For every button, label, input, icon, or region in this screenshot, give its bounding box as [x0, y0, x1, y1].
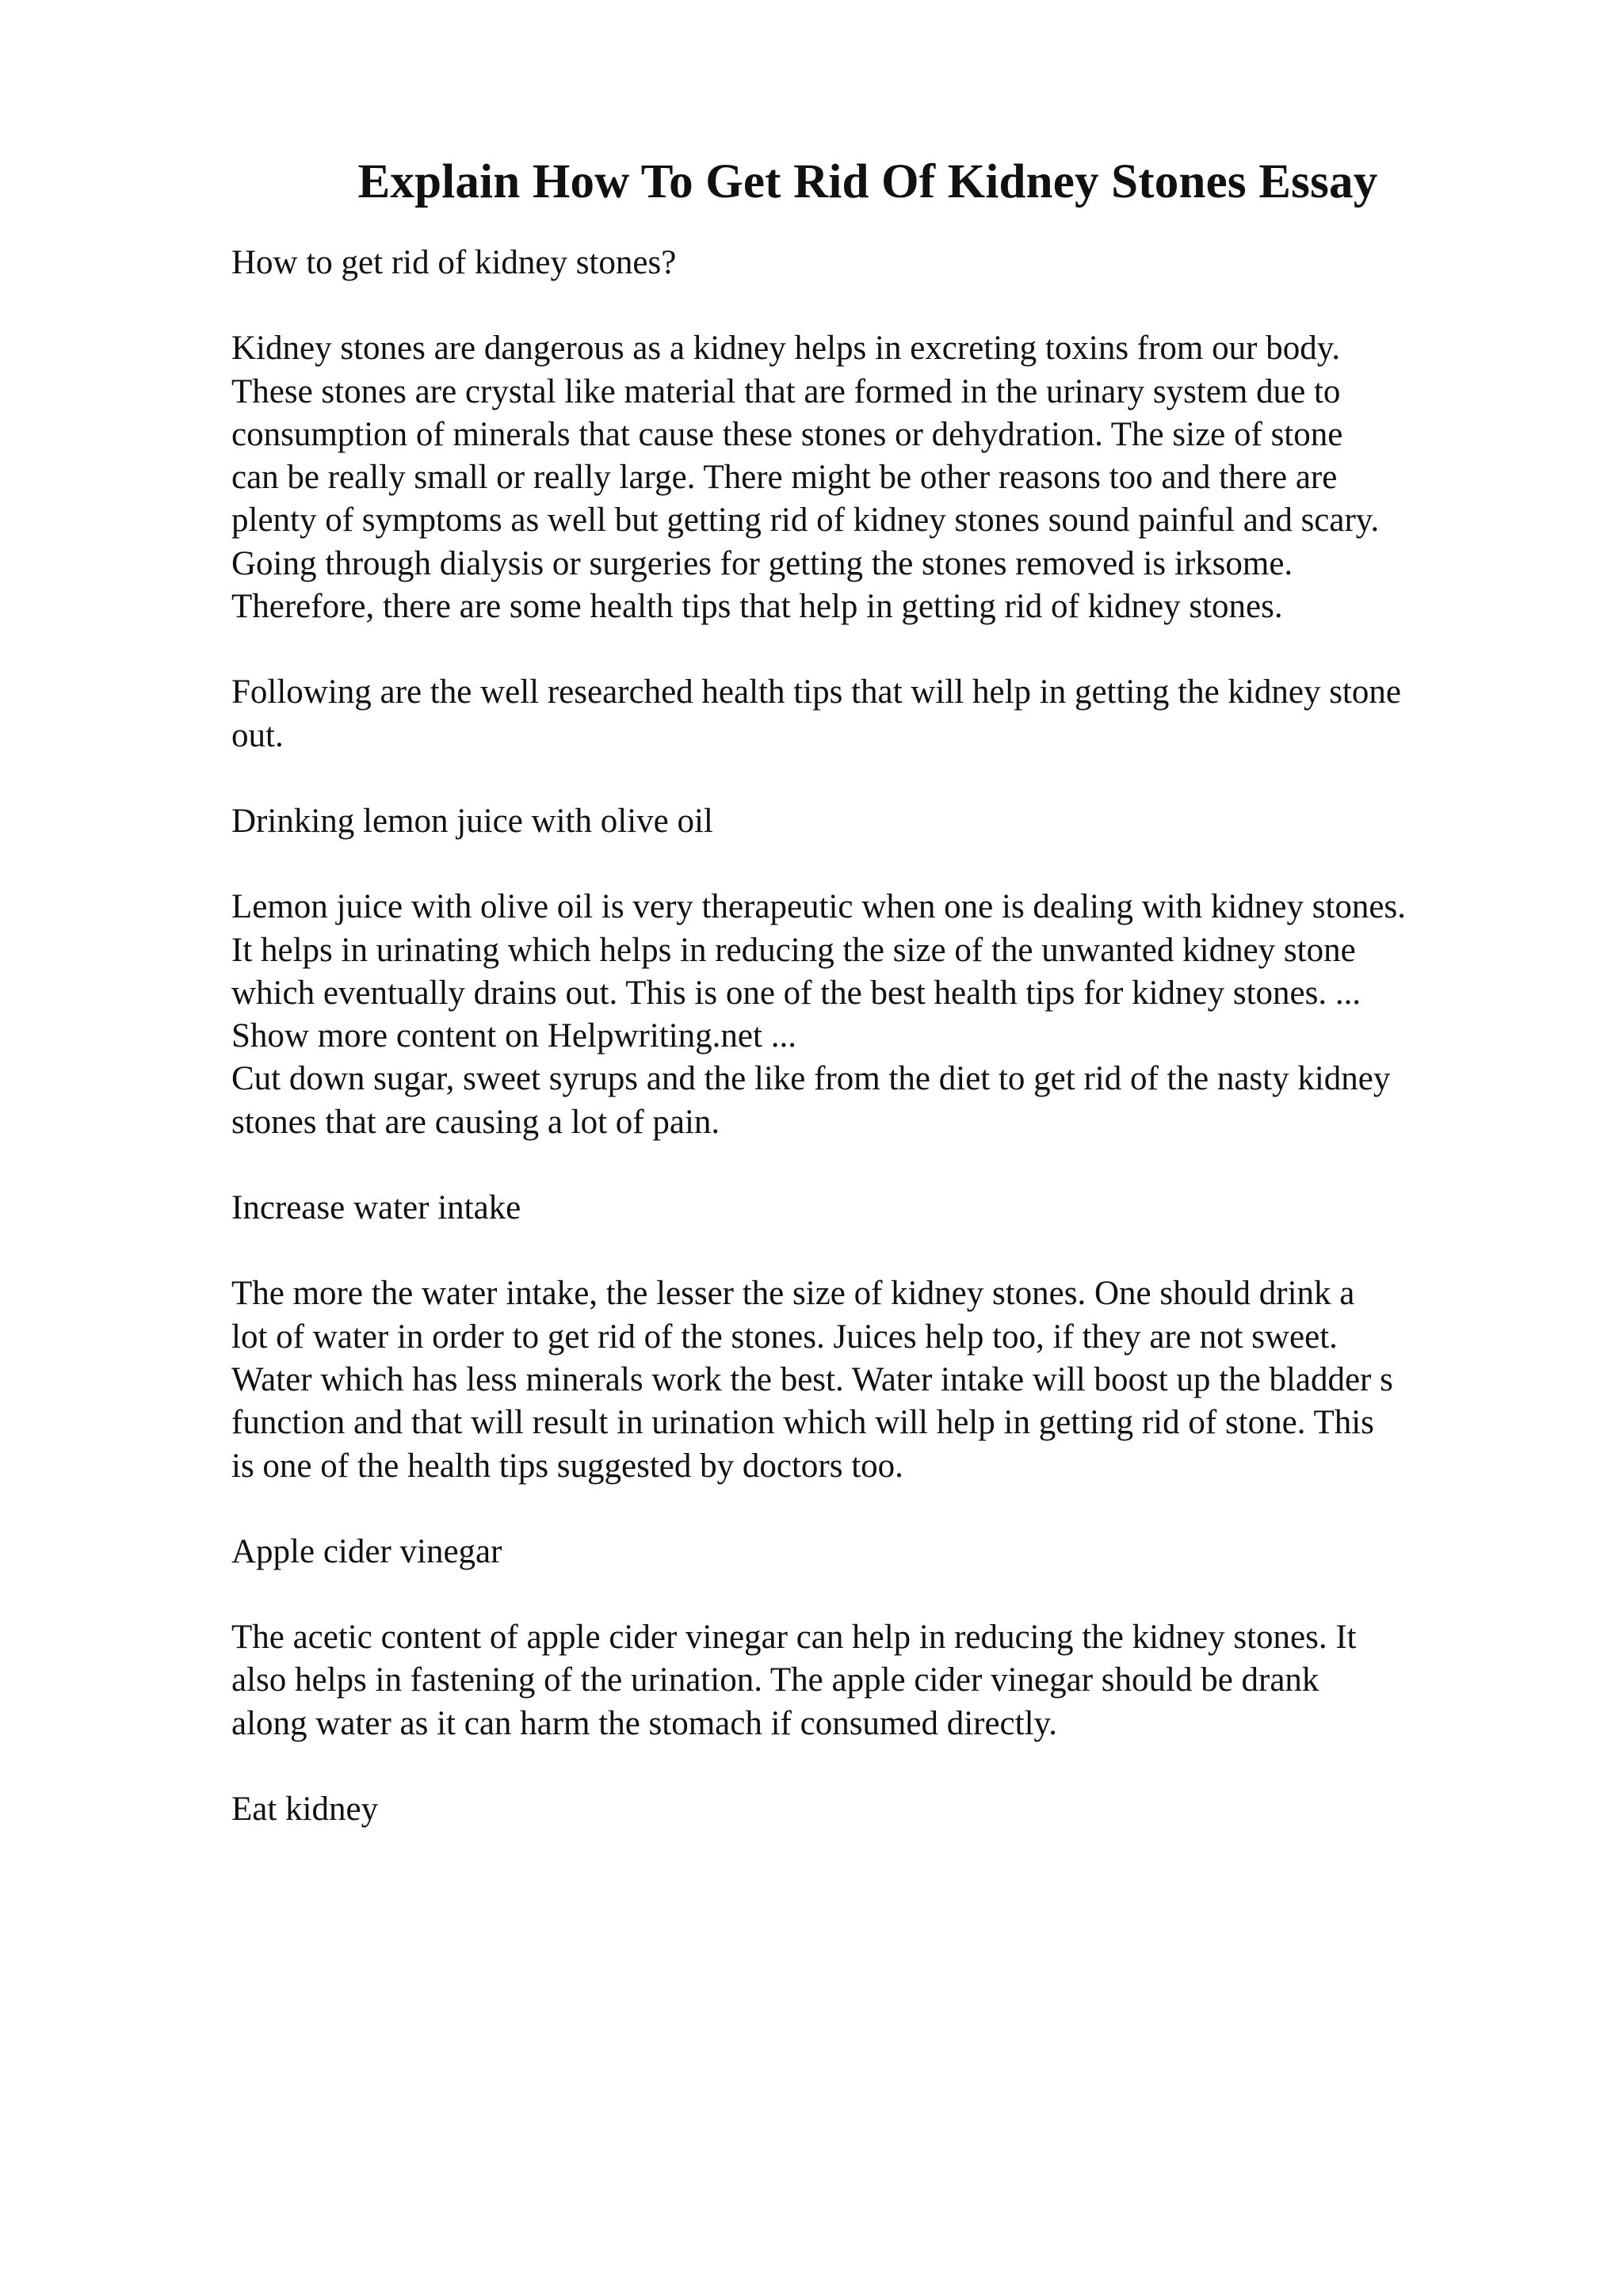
text-line: Show more content on Helpwriting.net ...	[231, 1017, 796, 1055]
paragraph	[231, 886, 1531, 1144]
text-line: The more the water intake, the lesser the size of kidney stones. One should drink a	[231, 1275, 1355, 1313]
text-line: It helps in urinating which helps in reducing the size of the unwanted kidney stone	[231, 931, 1356, 969]
text-line: Going through dialysis or surgeries for getting the stones removed is irksome.	[231, 544, 1293, 582]
document-title: Explain How To Get Rid Of Kidney Stones Essay	[357, 155, 1378, 208]
paragraph	[231, 671, 1531, 757]
text-line: Eat kidney	[231, 1791, 379, 1829]
text-line: Increase water intake	[231, 1189, 521, 1227]
text-line: out.	[231, 716, 284, 754]
text-line: The acetic content of apple cider vinegar can help in reducing the kidney stones. It	[231, 1619, 1357, 1657]
text-line: along water as it can harm the stomach if consumed directly.	[231, 1704, 1057, 1742]
text-line: Lemon juice with olive oil is very therapeutic when one is dealing with kidney stones.	[231, 888, 1406, 926]
text-line: Therefore, there are some health tips that help in getting rid of kidney stones.	[231, 588, 1283, 626]
text-line: Kidney stones are dangerous as a kidney helps in excreting toxins from our body.	[231, 330, 1341, 368]
text-line: which eventually drains out. This is one of the best health tips for kidney stones. ...	[231, 974, 1361, 1012]
paragraph	[231, 1531, 1531, 1573]
text-line: Drinking lemon juice with olive oil	[231, 802, 713, 840]
text-line: also helps in fastening of the urination. The apple cider vinegar should be drank	[231, 1661, 1319, 1699]
paragraph	[231, 1187, 1531, 1230]
text-line: plenty of symptoms as well but getting rid of kidney stones sound painful and scary.	[231, 502, 1380, 540]
text-line: lot of water in order to get rid of the stones. Juices help too, if they are not sweet.	[231, 1318, 1338, 1356]
text-line: stones that are causing a lot of pain.	[231, 1103, 720, 1141]
text-line: consumption of minerals that cause these stones or dehydration. The size of stone	[231, 415, 1343, 453]
text-line: can be really small or really large. There might be other reasons too and there are	[231, 459, 1338, 497]
paragraph	[231, 242, 1531, 284]
paragraph	[231, 800, 1531, 843]
document-body	[231, 242, 1531, 1874]
text-line: is one of the health tips suggested by doctors too.	[231, 1447, 903, 1485]
paragraph	[231, 1616, 1531, 1745]
text-line: Cut down sugar, sweet syrups and the like from the diet to get rid of the nasty kidney	[231, 1060, 1391, 1098]
text-line: These stones are crystal like material that are formed in the urinary system due to	[231, 372, 1341, 410]
text-line: Following are the well researched health tips that will help in getting the kidney stone	[231, 673, 1401, 711]
paragraph	[231, 1272, 1531, 1487]
text-line: How to get rid of kidney stones?	[231, 244, 677, 281]
paragraph	[231, 327, 1531, 628]
text-line: Apple cider vinegar	[231, 1532, 502, 1570]
text-line: function and that will result in urination which will help in getting rid of stone. This	[231, 1404, 1374, 1442]
paragraph	[231, 1788, 1531, 1831]
text-line: Water which has less minerals work the best. Water intake will boost up the bladder s	[231, 1360, 1393, 1398]
